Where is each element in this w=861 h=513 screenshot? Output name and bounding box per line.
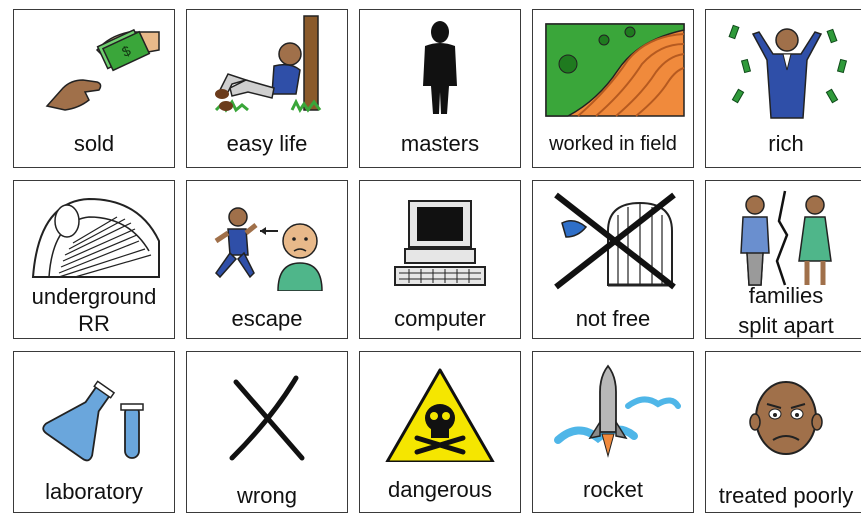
card-sold[interactable] <box>13 9 175 168</box>
man-relaxing-tree-icon <box>187 10 347 120</box>
man-money-falling-icon <box>706 10 861 120</box>
card-families-split-apart[interactable] <box>705 180 861 339</box>
card-treated-poorly[interactable] <box>705 351 861 513</box>
card-wrong[interactable] <box>186 351 348 513</box>
card-label: rocket <box>583 477 643 502</box>
rocket-launch-icon <box>533 352 693 462</box>
plowed-field-icon <box>533 10 693 120</box>
flask-test-tube-icon <box>14 352 174 462</box>
card-label: wrong <box>237 483 297 508</box>
card-dangerous[interactable] <box>359 351 521 513</box>
family-split-icon <box>706 181 861 291</box>
card-escape[interactable] <box>186 180 348 339</box>
skull-warning-sign-icon <box>360 352 520 462</box>
card-label: not free <box>575 306 651 331</box>
card-masters[interactable] <box>359 9 521 168</box>
card-rich[interactable] <box>705 9 861 168</box>
person-running-away-icon <box>187 181 347 291</box>
card-not-free[interactable] <box>532 180 694 339</box>
card-label: rich <box>768 131 804 156</box>
card-label-multiline <box>706 281 861 341</box>
card-underground-rr[interactable] <box>13 180 175 339</box>
desktop-computer-icon <box>360 181 520 291</box>
card-label: easy life <box>226 131 308 156</box>
card-label-multiline <box>14 283 174 337</box>
card-laboratory[interactable] <box>13 351 175 513</box>
card-rocket[interactable] <box>532 351 694 513</box>
bird-cage-crossed-icon <box>533 181 693 291</box>
card-label-line: RR <box>78 311 110 336</box>
card-label: masters <box>400 131 480 156</box>
card-worked-in-field[interactable] <box>532 9 694 168</box>
card-label-line: underground <box>31 284 157 309</box>
card-label: sold <box>73 131 115 156</box>
man-silhouette-icon <box>360 10 520 120</box>
card-label: computer <box>394 306 486 331</box>
card-label: escape <box>231 306 303 331</box>
card-easy-life[interactable] <box>186 9 348 168</box>
card-label: worked in field <box>549 133 677 155</box>
card-label: treated poorly <box>718 483 854 508</box>
sad-face-icon <box>706 352 861 462</box>
hands-money-icon <box>14 10 174 120</box>
svg-text:$: $ <box>119 42 134 60</box>
card-label-line: split apart <box>738 313 834 338</box>
cross-x-icon <box>187 352 347 462</box>
card-computer[interactable] <box>359 180 521 339</box>
card-label: laboratory <box>45 479 143 504</box>
tunnel-icon <box>14 181 174 291</box>
card-label: dangerous <box>388 477 492 502</box>
card-label-line: families <box>748 283 824 308</box>
